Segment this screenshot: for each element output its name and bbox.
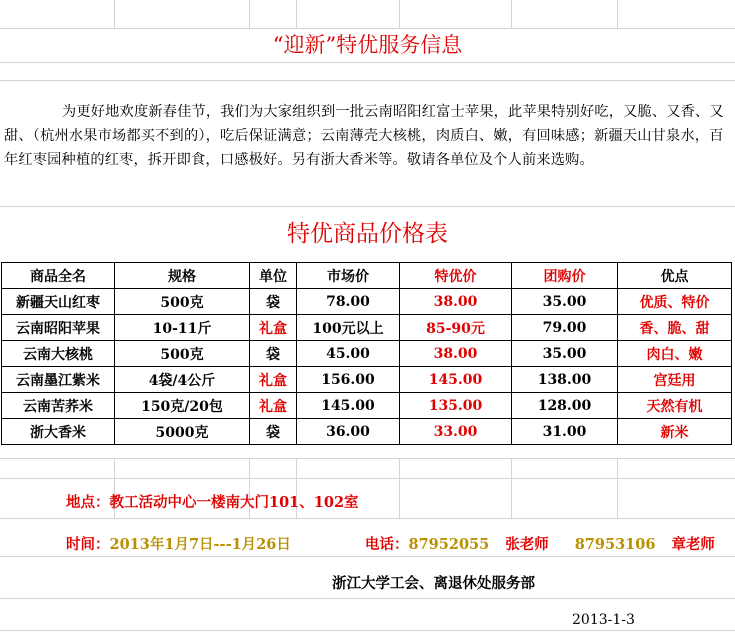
grid-column-line [114, 0, 115, 28]
location-text: 地点：教工活动中心一楼南大门101、102室 [66, 494, 359, 511]
cell-unit: 礼盒 [250, 367, 297, 393]
cell-market-price: 100元以上 [297, 315, 400, 341]
cell-market-price: 156.00 [297, 367, 400, 393]
grid-column-line [617, 0, 618, 28]
cell-special-price: 145.00 [400, 367, 512, 393]
phone-number-2: 87953106 [574, 536, 656, 553]
cell-feature: 优质、特价 [618, 289, 732, 315]
grid-row-line [0, 598, 735, 599]
table-row [2, 315, 732, 341]
time-line [66, 533, 291, 554]
header-spec: 规格 [115, 263, 250, 289]
grid-column-line [511, 0, 512, 28]
header-special-price: 特优价 [400, 263, 512, 289]
issue-date: 2013-1-3 [572, 612, 635, 628]
cell-feature: 肉白、嫩 [618, 341, 732, 367]
grid-row-line [0, 518, 735, 519]
cell-product-name: 新疆天山红枣 [2, 289, 115, 315]
header-market-price: 市场价 [297, 263, 400, 289]
cell-special-price: 38.00 [400, 341, 512, 367]
cell-special-price: 38.00 [400, 289, 512, 315]
cell-feature: 香、脆、甜 [618, 315, 732, 341]
grid-row-line [0, 556, 735, 557]
cell-group-price: 35.00 [512, 289, 618, 315]
header-group-price: 团购价 [512, 263, 618, 289]
cell-product-name: 云南昭阳苹果 [2, 315, 115, 341]
cell-group-price: 31.00 [512, 419, 618, 445]
header-feature: 优点 [618, 263, 732, 289]
cell-market-price: 145.00 [297, 393, 400, 419]
grid-column-line [399, 458, 400, 518]
grid-column-line [617, 458, 618, 518]
cell-market-price: 36.00 [297, 419, 400, 445]
phone-number-1: 87952055 [408, 536, 490, 553]
time-label: 时间： [66, 536, 110, 553]
table-row [2, 419, 732, 445]
table-header-row [2, 263, 732, 289]
cell-unit: 礼盒 [250, 315, 297, 341]
grid-row-line [0, 28, 735, 29]
price-table-title: 特优商品价格表 [287, 221, 448, 247]
cell-market-price: 45.00 [297, 341, 400, 367]
cell-special-price: 33.00 [400, 419, 512, 445]
grid-row-line [0, 80, 735, 81]
cell-unit: 袋 [250, 289, 297, 315]
contact-name-2: 章老师 [671, 536, 715, 553]
organizer-text: 浙江大学工会、离退休处服务部 [332, 575, 535, 592]
table-row [2, 341, 732, 367]
table-row [2, 367, 732, 393]
grid-column-line [511, 458, 512, 518]
document-title: “迎新”特优服务信息 [0, 30, 735, 60]
time-value: 2013年1月7日---1月26日 [109, 536, 291, 553]
grid-column-line [249, 0, 250, 28]
cell-group-price: 128.00 [512, 393, 618, 419]
cell-special-price: 85-90元 [400, 315, 512, 341]
phone-label: 电话： [365, 536, 409, 553]
cell-spec: 150克/20包 [115, 393, 250, 419]
grid-row-line [0, 458, 735, 459]
cell-unit: 礼盒 [250, 393, 297, 419]
grid-column-line [296, 0, 297, 28]
cell-spec: 10-11斤 [115, 315, 250, 341]
grid-row-line [0, 478, 735, 479]
cell-group-price: 35.00 [512, 341, 618, 367]
cell-feature: 宫廷用 [618, 367, 732, 393]
price-table [1, 262, 732, 445]
phone-line [365, 533, 715, 554]
cell-group-price: 79.00 [512, 315, 618, 341]
table-row [2, 393, 732, 419]
header-product-name: 商品全名 [2, 263, 115, 289]
grid-row-line [0, 62, 735, 63]
cell-spec: 500克 [115, 289, 250, 315]
cell-product-name: 云南苦荞米 [2, 393, 115, 419]
cell-product-name: 云南墨江紫米 [2, 367, 115, 393]
cell-spec: 5000克 [115, 419, 250, 445]
cell-unit: 袋 [250, 419, 297, 445]
cell-spec: 4袋/4公斤 [115, 367, 250, 393]
header-unit: 单位 [250, 263, 297, 289]
cell-unit: 袋 [250, 341, 297, 367]
grid-row-line [0, 630, 735, 631]
cell-spec: 500克 [115, 341, 250, 367]
grid-row-line [0, 206, 735, 207]
cell-market-price: 78.00 [297, 289, 400, 315]
cell-product-name: 浙大香米 [2, 419, 115, 445]
cell-feature: 新米 [618, 419, 732, 445]
cell-feature: 天然有机 [618, 393, 732, 419]
cell-product-name: 云南大核桃 [2, 341, 115, 367]
table-row [2, 289, 732, 315]
cell-special-price: 135.00 [400, 393, 512, 419]
grid-column-line [399, 0, 400, 28]
cell-group-price: 138.00 [512, 367, 618, 393]
intro-paragraph: 为更好地欢度新春佳节，我们为大家组织到一批云南昭阳红富士苹果，此苹果特别好吃，又脆、又香、又甜、（杭州水果市场都买不到的），吃后保证满意；云南薄壳大核桃，肉质白、嫩，有回味感；新疆天山甘泉水，百年红枣园种植的红枣，拆开即食，口感极好。另有浙大香米等。敬请各单位及个人前来选购。 [2, 100, 732, 172]
contact-name-1: 张老师 [505, 536, 549, 553]
